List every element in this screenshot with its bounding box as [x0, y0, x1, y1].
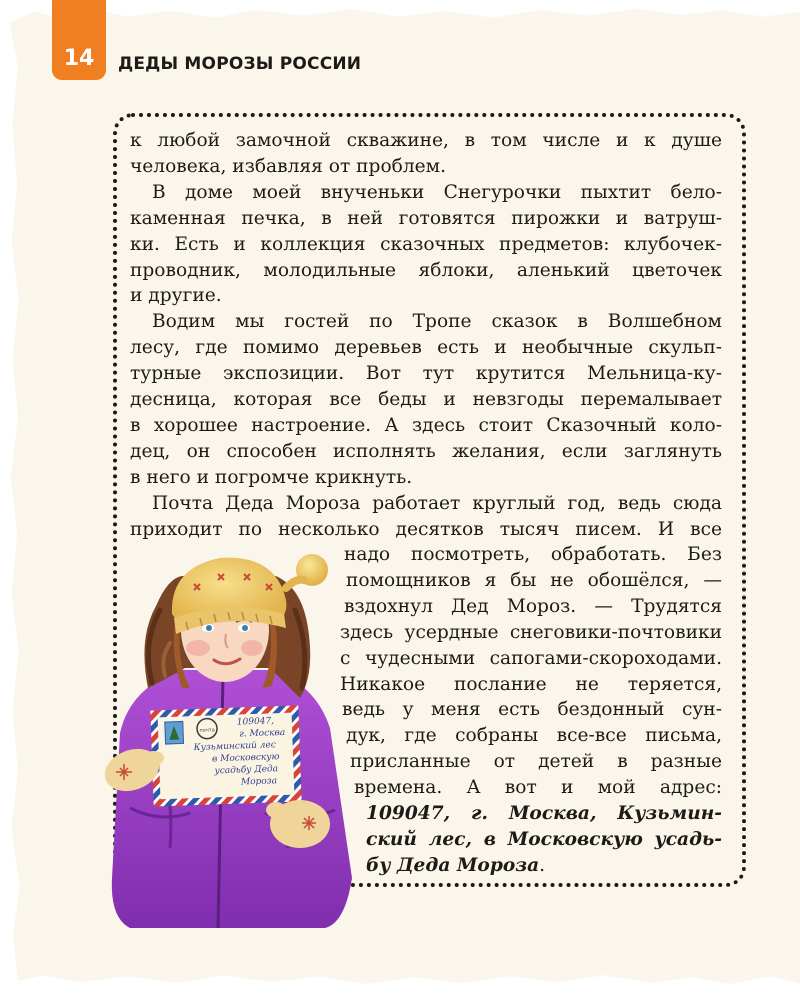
body-text-wrapped [340, 542, 722, 879]
text-line: проводник, молодильные яблоки, аленький цветочек [130, 259, 722, 281]
stamp-text: почта [199, 727, 215, 734]
text-line: к любой замочной скважине, в том числе и к душе [130, 130, 722, 151]
text-line: здесь усердные снеговики-почтовики [340, 621, 722, 643]
envelope-line: Мороза [240, 776, 278, 788]
text-line: вздохнул Дед Мороз. — Трудятся [344, 595, 722, 617]
text-line: присланные от детей в разные [350, 751, 722, 773]
text-line: приходит по несколько десятков тысяч писем. И все [130, 518, 722, 540]
text-line: времена. А вот и мой адрес: [354, 777, 722, 799]
text-line: лесу, где помимо деревьев есть и необычные скульп- [130, 337, 722, 359]
girl-with-envelope-illustration [90, 548, 360, 928]
text-line: надо посмотреть, обработать. Без [344, 544, 722, 565]
text-line: турные экспозиции. Вот тут крутится Мельница-ку- [130, 363, 722, 385]
text-line: каменная печка, в ней готовятся пирожки и ватруш- [130, 207, 722, 229]
address-line: бу Деда Мороза [366, 854, 540, 876]
text-line: десница, которая все беды и невзгоды перемалывает [130, 389, 722, 411]
address-line: ский лес, в Московскую усадь- [366, 828, 722, 850]
envelope-line: Кузьминский лес [193, 740, 276, 754]
text-line: Никакое послание не теряется, [340, 673, 722, 695]
page-number: 14 [63, 46, 95, 71]
text-line: помощников я бы не обошёлся, — [346, 569, 722, 591]
address-last-line [366, 853, 722, 879]
text-line: человека, избавляя от проблем. [130, 155, 447, 177]
text-line: дец, он способен исполнять желания, если заглянуть [130, 440, 722, 462]
paragraph-first-line: В доме моей внученьки Снегурочки пыхтит бело- [152, 181, 722, 203]
paragraph-first-line: Почта Деда Мороза работает круглый год, ведь сюда [152, 492, 722, 514]
address-line: 109047, г. Москва, Кузьмин- [366, 803, 722, 825]
text-line: и другие. [130, 285, 222, 307]
address-period: . [539, 854, 546, 876]
text-line: ки. Есть и коллекция сказочных предметов: клубочек- [130, 233, 722, 255]
running-title: ДЕДЫ МОРОЗЫ РОССИИ [118, 54, 362, 74]
text-line: дук, где собраны все-все письма, [346, 725, 722, 747]
paragraph-first-line: Водим мы гостей по Тропе сказок в Волшебном [152, 311, 722, 333]
text-line: с чудесными сапогами-скороходами. [340, 647, 722, 669]
envelope-line: 109047, [236, 716, 275, 728]
envelope-line: г. Москва [239, 727, 286, 740]
text-line: ведь у меня есть бездонный сун- [342, 699, 722, 721]
envelope-line: в Московскую [211, 752, 280, 765]
text-line: в хорошее настроение. А здесь стоит Сказочный коло- [130, 414, 722, 436]
body-text-top [130, 128, 722, 543]
envelope-line: усадьбу Деда [214, 764, 279, 777]
text-line: в него и погромче крикнуть. [130, 466, 413, 488]
